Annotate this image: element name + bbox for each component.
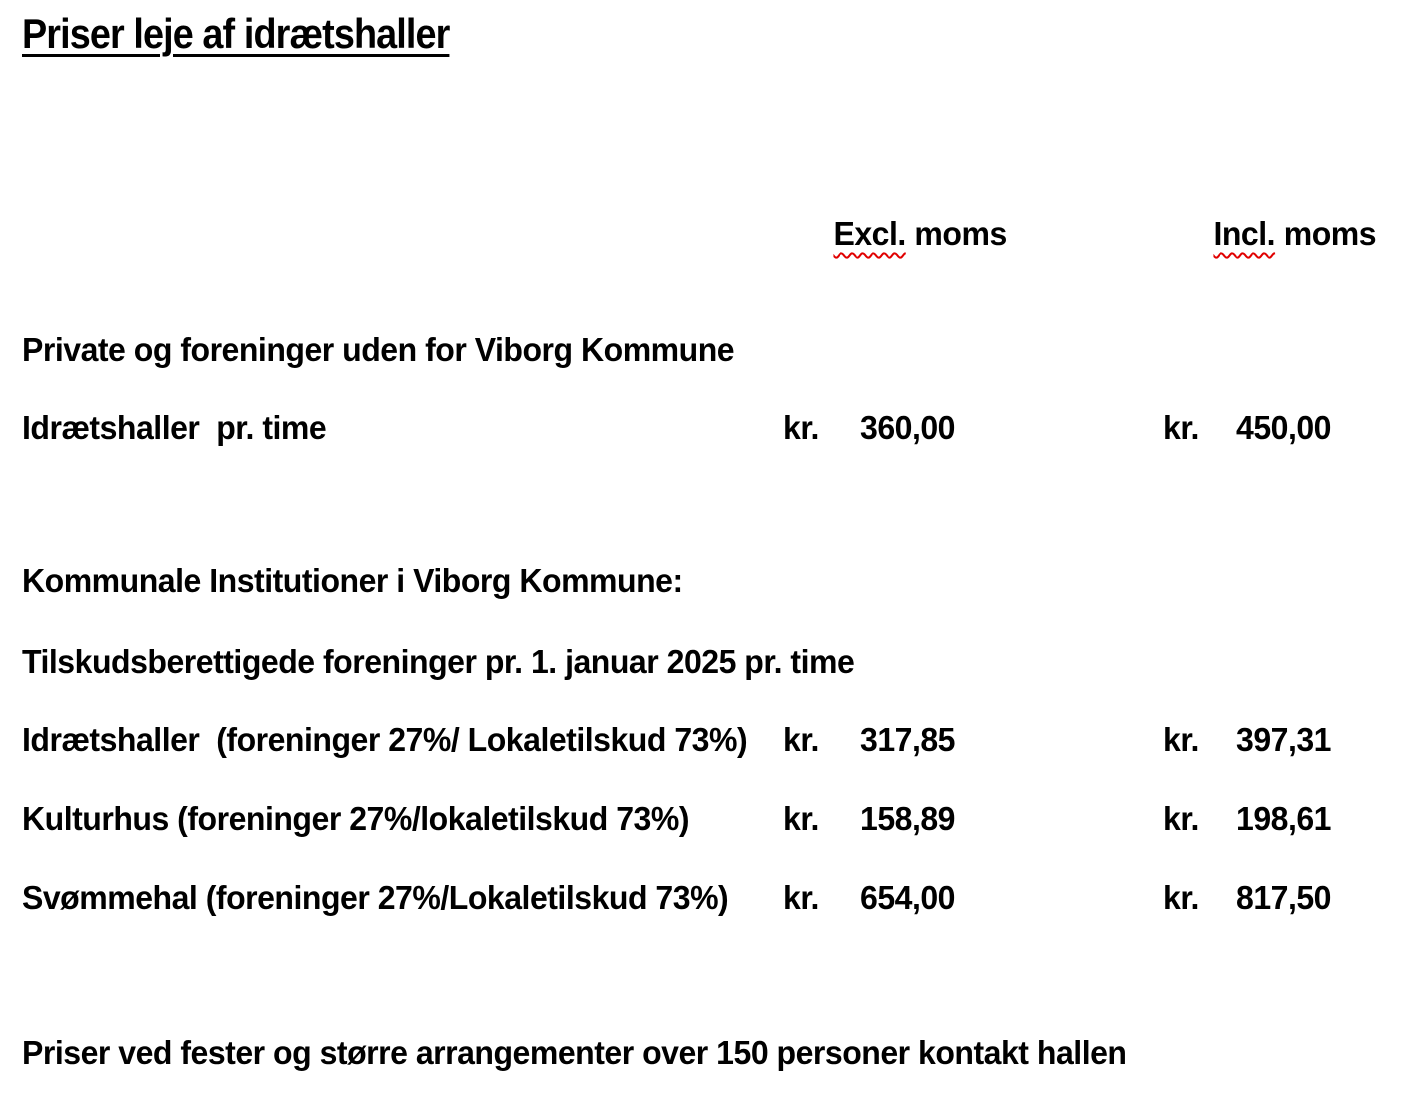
row-label: Idrætshaller (foreninger 27%/ Lokaletilskud 73%) — [22, 721, 748, 758]
section-heading-kommunale: Kommunale Institutioner i Viborg Kommune: — [22, 562, 683, 599]
price-incl-moms: 817,50 — [1236, 879, 1331, 916]
column-header-excl-moms — [783, 174, 1007, 252]
row-label: Idrætshaller pr. time — [22, 409, 327, 446]
currency-label-incl: kr. — [1163, 409, 1199, 446]
section-heading-private: Private og foreninger uden for Viborg Kommune — [22, 331, 735, 368]
currency-label-excl: kr. — [783, 800, 819, 837]
row-label: Kulturhus (foreninger 27%/lokaletilskud 73%) — [22, 800, 690, 837]
currency-label-incl: kr. — [1163, 721, 1199, 758]
price-incl-moms: 450,00 — [1236, 409, 1331, 446]
price-incl-moms: 397,31 — [1236, 721, 1331, 758]
price-excl-moms: 654,00 — [860, 879, 955, 916]
price-excl-moms: 158,89 — [860, 800, 955, 837]
page-title: Priser leje af idrætshaller — [22, 10, 450, 57]
incl-moms-word: moms — [1283, 215, 1377, 252]
excl-moms-word: moms — [914, 215, 1007, 252]
currency-label-excl: kr. — [783, 409, 819, 446]
footer-note: Priser ved fester og større arrangementer over 150 personer kontakt hallen — [22, 1034, 1127, 1071]
price-excl-moms: 317,85 — [860, 721, 955, 758]
column-header-incl-moms — [1163, 174, 1377, 252]
currency-label-incl: kr. — [1163, 879, 1199, 916]
section-heading-tilskud: Tilskudsberettigede foreninger pr. 1. januar 2025 pr. time — [22, 643, 855, 680]
price-incl-moms: 198,61 — [1236, 800, 1331, 837]
incl-word: Incl. — [1213, 215, 1276, 252]
currency-label-excl: kr. — [783, 879, 819, 916]
currency-label-excl: kr. — [783, 721, 819, 758]
row-label: Svømmehal (foreninger 27%/Lokaletilskud 73%) — [22, 879, 729, 916]
currency-label-incl: kr. — [1163, 800, 1199, 837]
price-excl-moms: 360,00 — [860, 409, 955, 446]
excl-word: Excl. — [833, 215, 906, 252]
